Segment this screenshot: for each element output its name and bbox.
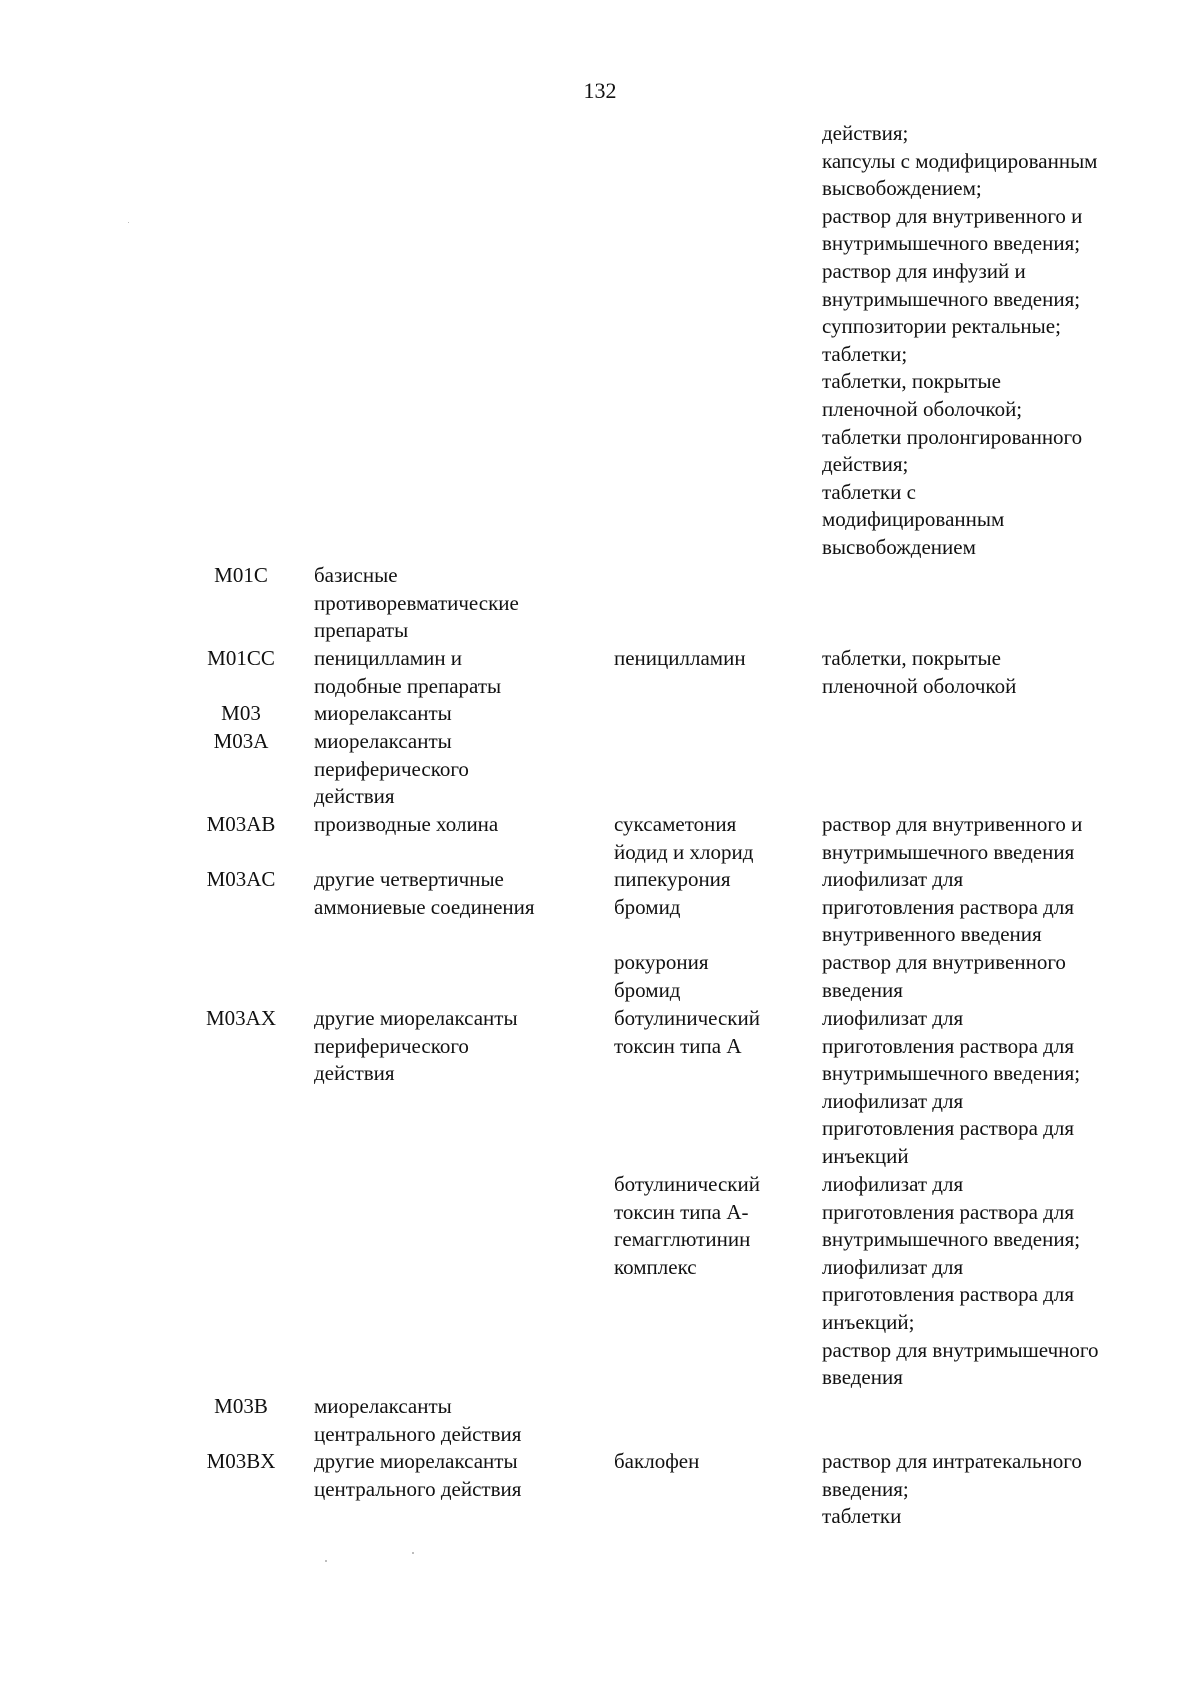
drug-name-line: ботулинический	[614, 1172, 760, 1196]
group-line: аммониевые соединения	[314, 894, 535, 919]
scan-speck	[412, 1552, 414, 1554]
dosage-form-cell	[822, 811, 1182, 866]
dosage-form-cell	[822, 1448, 1182, 1531]
form-line: раствор для интратекального	[822, 1449, 1082, 1473]
drug-name-cell	[614, 1005, 814, 1060]
form-line: внутримышечного введения	[822, 839, 1075, 864]
form-line: приготовления раствора для	[822, 1033, 1074, 1058]
drug-name-line: гемагглютинин	[614, 1227, 751, 1252]
drug-name-line: бромид	[614, 977, 681, 1002]
group-line: миорелаксанты	[314, 701, 452, 725]
atc-code: M03B	[214, 1394, 268, 1418]
scan-speck	[128, 222, 129, 223]
form-line: внутримышечного введения;	[822, 286, 1081, 311]
form-line: суппозитории ректальные;	[822, 314, 1061, 339]
atc-code-cell	[186, 866, 296, 894]
group-line: другие миорелаксанты	[314, 1006, 518, 1030]
group-line: другие миорелаксанты	[314, 1449, 518, 1473]
group-line: периферического	[314, 1033, 469, 1058]
form-line: внутримышечного введения;	[822, 1061, 1081, 1086]
anatomic-group-cell	[314, 1393, 604, 1448]
form-line: таблетки;	[822, 341, 908, 366]
atc-code: M03A	[213, 729, 269, 753]
group-line: пеницилламин и	[314, 646, 463, 670]
form-line: действия;	[822, 121, 909, 145]
form-line: раствор для внутривенного и	[822, 203, 1083, 228]
form-line: пленочной оболочкой;	[822, 396, 1023, 421]
form-line: высвобождением;	[822, 176, 982, 201]
atc-code-cell	[186, 700, 296, 728]
drug-name-cell	[614, 949, 814, 1004]
dosage-form-cell	[822, 1171, 1182, 1392]
drug-name-line: йодид и хлорид	[614, 839, 754, 864]
drug-name-line: пеницилламин	[614, 646, 746, 670]
form-line: приготовления раствора для	[822, 894, 1074, 919]
form-line: внутримышечного введения;	[822, 231, 1081, 256]
form-line: таблетки	[822, 1504, 902, 1529]
group-line: центрального действия	[314, 1476, 522, 1501]
atc-code-cell	[186, 645, 296, 673]
anatomic-group-cell	[314, 811, 604, 839]
form-line: приготовления раствора для	[822, 1282, 1074, 1307]
form-line: лиофилизат для	[822, 1006, 964, 1030]
dosage-form-cell	[822, 1005, 1182, 1171]
drug-name-cell	[614, 811, 814, 866]
dosage-form-cell	[822, 866, 1182, 949]
atc-code: M01C	[214, 563, 268, 587]
scan-speck	[325, 1560, 327, 1562]
form-line: высвобождением	[822, 534, 976, 559]
anatomic-group-cell	[314, 1448, 604, 1503]
form-line: модифицированным	[822, 507, 1005, 532]
drug-name-cell	[614, 866, 814, 921]
form-line: раствор для внутривенного и	[822, 812, 1083, 836]
form-line: внутримышечного введения;	[822, 1227, 1081, 1252]
form-line: пленочной оболочкой	[822, 673, 1017, 698]
drug-name-cell	[614, 1171, 814, 1281]
group-line: центрального действия	[314, 1421, 522, 1446]
group-line: периферического	[314, 756, 469, 781]
form-line: раствор для внутримышечного	[822, 1337, 1099, 1362]
form-line: раствор для инфузий и	[822, 258, 1026, 283]
group-line: базисные	[314, 563, 398, 587]
form-line: таблетки, покрытые	[822, 369, 1001, 394]
atc-code: M03AB	[206, 812, 276, 836]
form-line: введения	[822, 1365, 903, 1390]
group-line: миорелаксанты	[314, 1394, 452, 1418]
anatomic-group-cell	[314, 1005, 604, 1088]
atc-code-cell	[186, 1005, 296, 1033]
anatomic-group-cell	[314, 700, 604, 728]
drug-name-line: бромид	[614, 894, 681, 919]
form-line: лиофилизат для	[822, 1254, 964, 1279]
drug-name-line: пипекурония	[614, 867, 731, 891]
form-line: действия;	[822, 452, 909, 477]
form-line: введения	[822, 977, 903, 1002]
continued-dosage-forms	[822, 120, 1182, 562]
drug-name-line: ботулинический	[614, 1006, 760, 1030]
atc-code-cell	[186, 1393, 296, 1421]
drug-name-cell	[614, 1448, 814, 1476]
group-line: миорелаксанты	[314, 729, 452, 753]
anatomic-group-cell	[314, 562, 604, 645]
atc-code-cell	[186, 728, 296, 756]
drug-name-line: рокурония	[614, 950, 709, 974]
drug-name-line: токсин типа А-	[614, 1199, 749, 1224]
form-line: приготовления раствора для	[822, 1199, 1074, 1224]
atc-code: M03AC	[206, 867, 276, 891]
form-line: приготовления раствора для	[822, 1116, 1074, 1141]
atc-code-cell	[186, 1448, 296, 1476]
form-line: введения;	[822, 1476, 909, 1501]
drug-name-line: комплекс	[614, 1254, 697, 1279]
form-line: инъекций	[822, 1143, 909, 1168]
group-line: действия	[314, 1061, 395, 1086]
anatomic-group-cell	[314, 728, 604, 811]
group-line: производные холина	[314, 812, 499, 836]
drug-name-line: суксаметония	[614, 812, 737, 836]
anatomic-group-cell	[314, 866, 604, 921]
form-line: лиофилизат для	[822, 1088, 964, 1113]
form-line: капсулы с модифицированным	[822, 148, 1098, 173]
form-line: внутривенного введения	[822, 922, 1042, 947]
atc-code-cell	[186, 562, 296, 590]
form-line: инъекций;	[822, 1309, 915, 1334]
drug-name-cell	[614, 645, 814, 673]
drug-name-line: баклофен	[614, 1449, 700, 1473]
atc-code: M03BX	[206, 1449, 276, 1473]
form-line: таблетки пролонгированного	[822, 424, 1083, 449]
anatomic-group-cell	[314, 645, 604, 700]
form-line: таблетки, покрытые	[822, 646, 1001, 670]
drug-name-line: токсин типа А	[614, 1033, 742, 1058]
atc-code: M03	[221, 701, 261, 725]
atc-code: M03AX	[205, 1006, 276, 1030]
form-line: таблетки с	[822, 479, 916, 504]
dosage-form-cell	[822, 949, 1182, 1004]
group-line: другие четвертичные	[314, 867, 504, 891]
atc-code: M01CC	[207, 646, 275, 670]
group-line: действия	[314, 784, 395, 809]
form-line: лиофилизат для	[822, 1172, 964, 1196]
group-line: препараты	[314, 618, 409, 643]
dosage-form-cell	[822, 645, 1182, 700]
form-line: раствор для внутривенного	[822, 950, 1066, 974]
page-number: 132	[583, 78, 617, 103]
atc-code-cell	[186, 811, 296, 839]
group-line: подобные препараты	[314, 673, 502, 698]
form-line: лиофилизат для	[822, 867, 964, 891]
group-line: противоревматические	[314, 590, 519, 615]
